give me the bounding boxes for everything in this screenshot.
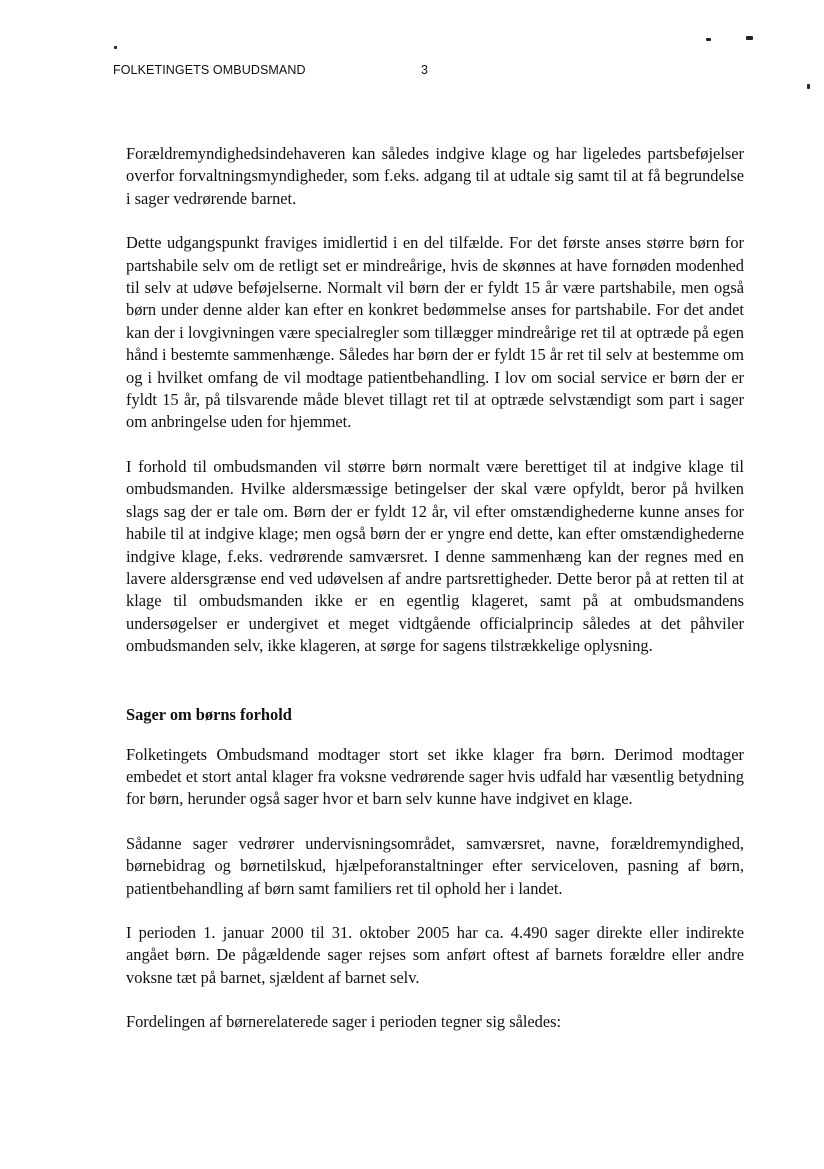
section-heading: Sager om børns forhold: [126, 704, 292, 724]
paragraph: Folketingets Ombudsmand modtager stort set ikke klager fra børn. Derimod modtager embedet et stort antal klager fra voksne vedrørende sager hvis udfald har væsentlig betydning for børn, herunder også sager hvor et barn selv kunne have indgivet en klage.: [126, 744, 744, 809]
page-number: 3: [421, 63, 429, 77]
page-header: [113, 63, 513, 81]
paragraph: I forhold til ombudsmanden vil større børn normalt være berettiget til at indgive klage til ombudsmanden. Hvilke aldersmæssige betingelser der skal være opfyldt, beror på hvilken slags sag der er tale om. Børn der er fyldt 12 år, vil efter omstændighederne kunne anses for habile til at indgive klage; men også børn der er yngre end dette, kan efter omstændighederne indgive klage, f.eks. vedrørende samværsret. I denne sammenhæng kan der regnes med en lavere aldersgrænse end ved udøvelsen af andre partsrettigheder. Dette beror på at retten til at klage til ombudsmanden ikke er en egentlig klageret, samt på at ombudsmandens undersøgelser er undergivet et meget vidtgående officialprincip således at det påhviler ombudsmanden selv, ikke klageren, at sørge for sagens tilstrækkelige oplysning.: [126, 456, 744, 656]
running-header-title: FOLKETINGETS OMBUDSMAND: [113, 63, 306, 77]
scan-speck: [807, 84, 810, 89]
scan-speck: [746, 36, 753, 40]
paragraph: Sådanne sager vedrører undervisningsområdet, samværsret, navne, forældremyndighed, børnebidrag og børnetilskud, hjælpeforanstaltninger efter serviceloven, pasning af børn, patientbehandling af børn samt familiers ret til ophold her i landet.: [126, 833, 744, 898]
paragraph: I perioden 1. januar 2000 til 31. oktober 2005 har ca. 4.490 sager direkte eller indirekte angået børn. De pågældende sager rejses som anført oftest af barnets forældre eller andre voksne tæt på barnet, sjældent af barnet selv.: [126, 922, 744, 987]
paragraph: Fordelingen af børnerelaterede sager i perioden tegner sig således:: [126, 1012, 562, 1032]
scan-speck: [114, 46, 117, 49]
document-body: [126, 143, 744, 1056]
paragraph: Dette udgangspunkt fraviges imidlertid i en del tilfælde. For det første anses større børn for partshabile selv om de retligt set er mindreårige, hvis de skønnes at have fornøden modenhed til selv at udøve beføjelserne. Normalt vil børn der er fyldt 15 år være partshabile, men også børn under denne alder kan efter en konkret bedømmelse anses for partshabile. For det andet kan der i lovgivningen være specialregler som tillægger mindreårige ret til at optræde på egen hånd i bestemte sammenhænge. Således har børn der er fyldt 15 år ret til selv at bestemme om og i hvilket omfang de vil modtage patientbehandling. I lov om social service er børn der er fyldt 15 år, på tilsvarende måde blevet tillagt ret til at optræde selvstændigt som part i sager om anbringelse uden for hjemmet.: [126, 233, 744, 432]
scan-speck: [706, 38, 711, 41]
paragraph: Forældremyndighedsindehaveren kan således indgive klage og har ligeledes partsbeføjelser overfor forvaltningsmyndigheder, som f.eks. adgang til at udtale sig samt til at få begrundelse i sager vedrørende barnet.: [126, 144, 744, 208]
